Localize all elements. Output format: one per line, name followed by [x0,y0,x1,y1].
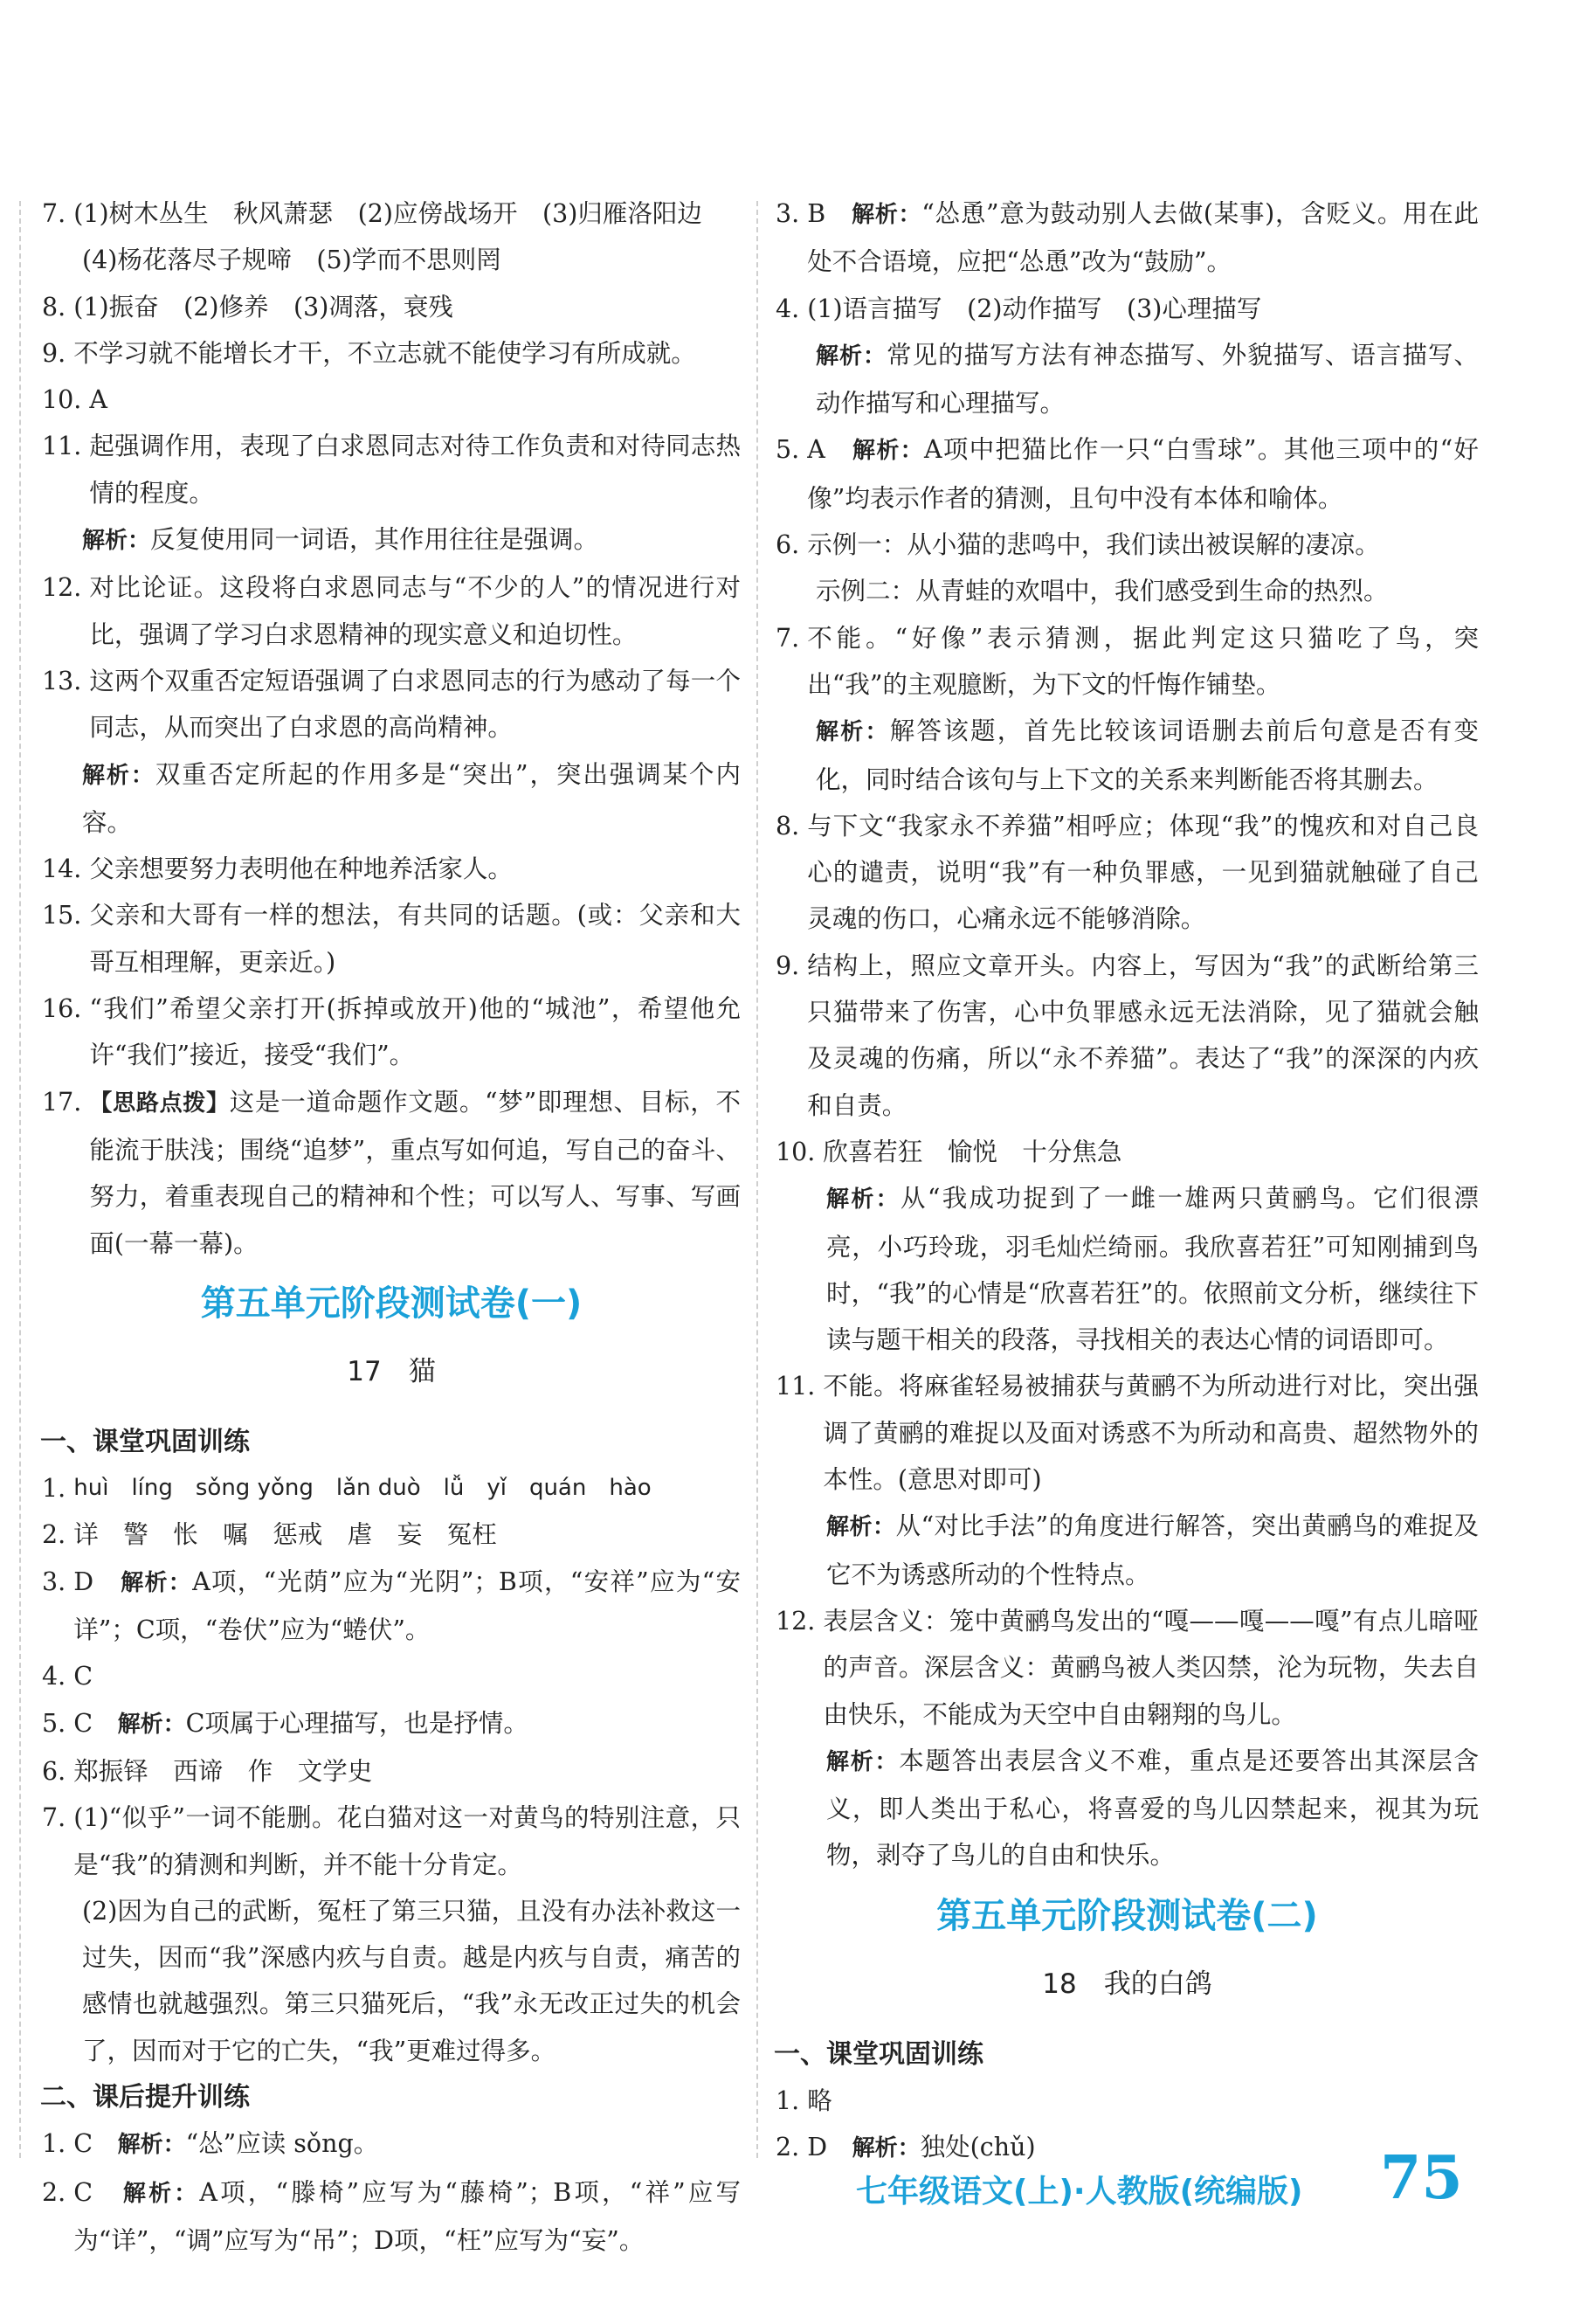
answer-item: 3. D 解析：A项，“光荫”应为“光阴”；B项，“安祥”应为“安详”；C项，“卷伏”应为“蜷伏”。 [42,1567,741,1645]
answer-item: 11. 起强调作用，表现了白求恩同志对待工作负责和对待同志热情的程度。 [42,432,741,508]
answer-item: 7. (1)树木丛生 秋风萧瑟 (2)应傍战场开 (3)归雁洛阳边 [42,199,702,228]
right-column [776,190,1479,2173]
answer-item: 14. 父亲想要努力表明他在种地养活家人。 [42,854,513,884]
answer-item: 9. 结构上，照应文章开头。内容上，写因为“我”的武断给第三只猫带来了伤害，心中负罪感永远无法消除，见了猫就会触及灵魂的伤痛，所以“永不养猫”。表达了“我”的深深的内疚和自责。 [776,951,1479,1120]
answer-item: 13. 这两个双重否定短语强调了白求恩同志的行为感动了每一个同志，从而突出了白求恩的高尚精神。 [42,666,741,743]
analysis-label: 解析： [816,719,890,746]
answer-item: 4. C [42,1662,93,1691]
analysis-label: 解析： [117,1711,186,1738]
section-heading: 一、课堂巩固训练 [774,2038,983,2070]
answer-item: 8. (1)振奋 (2)修养 (3)凋落，衰残 [42,292,453,322]
lesson-title: 17 猫 [347,1355,436,1387]
answer-item: 15. 父亲和大哥有一样的想法，有共同的话题。(或：父亲和大哥互相理解，更亲近。) [42,901,741,977]
analysis-note: 解析：常见的描写方法有神态描写、外貌描写、语言描写、动作描写和心理描写。 [816,340,1479,418]
answer-item: 6. 郑振铎 西谛 作 文学史 [42,1756,373,1786]
answer-item: 10. 欣喜若狂 愉悦 十分焦急 [776,1137,1122,1166]
analysis-label: 解析： [122,2180,200,2207]
analysis-note: 解析：从“对比手法”的角度进行解答，突出黄鹂鸟的难捉及它不为诱惑所动的个性特点。 [826,1511,1479,1589]
answer-item: 9. 不学习就不能增长才干，不立志就不能使学习有所成就。 [42,338,696,368]
answer-item: 1. huì líng sǒng yǒng lǎn duò lǚ yǐ quán hào [42,1474,652,1504]
answer-item: 5. A 解析：A项中把猫比作一只“白雪球”。其他三项中的“好像”均表示作者的猜测，且句中没有本体和喻体。 [776,435,1479,513]
analysis-note: 解析：从“我成功捉到了一雌一雄两只黄鹂鸟。它们很漂亮，小巧玲珑，羽毛灿烂绮丽。我欣喜若狂”可知刚捕到鸟时，“我”的心情是“欣喜若狂”的。依照前文分析，继续往下读与题干相关的段落，寻找相关的表达心情的词语即可。 [826,1184,1479,1355]
left-margin-rule [19,201,21,2158]
answer-continuation: (4)杨花落尽子规啼 (5)学而不思则罔 [82,246,501,275]
lesson-title: 18 我的白鸽 [1042,1968,1212,2000]
answer-item: 11. 不能。将麻雀轻易被捕获与黄鹂不为所动进行对比，突出强调了黄鹂的难捉以及面对诱惑不为所动和高贵、超然物外的本性。(意思对即可) [776,1372,1479,1495]
analysis-note: 解析：反复使用同一词语，其作用往往是强调。 [82,525,599,555]
answer-item: 10. A [42,385,107,415]
answer-continuation: 示例二：从青蛙的欢唱中，我们感受到生命的热烈。 [816,577,1389,606]
analysis-note: 解析：解答该题，首先比较该词语删去前后句意是否有变化，同时结合该句与上下文的关系来判断能否将其删去。 [816,716,1479,794]
column-divider [756,201,758,2158]
analysis-note: 解析：双重否定所起的作用多是“突出”，突出强调某个内容。 [82,759,741,837]
left-column [42,190,741,2264]
analysis-label: 解析： [82,762,155,789]
answer-item: 12. 对比论证。这段将白求恩同志与“不少的人”的情况进行对比，强调了学习白求恩精神的现实意义和迫切性。 [42,573,741,649]
analysis-label: 解析： [82,528,151,555]
answer-item: 1. C 解析：“怂”应读 sǒng。 [42,2129,379,2159]
answer-item: 2. 详 警 怅 嘱 惩戒 虐 妄 冤枉 [42,1520,497,1550]
analysis-label: 解析： [852,2135,921,2162]
answer-item: 1. 略 [776,2085,832,2115]
section-heading: 二、课后提升训练 [40,2081,250,2113]
analysis-label: 解析： [852,202,922,228]
answer-item: 5. C 解析：C项属于心理描写，也是抒情。 [42,1708,528,1738]
answer-item: 8. 与下文“我家永不养猫”相呼应；体现“我”的愧疚和对自己良心的谴责，说明“我”有一种负罪感，一见到猫就触碰了自己灵魂的伤口，心痛永远不能够消除。 [776,811,1479,934]
answer-item: 17. 【思路点拨】这是一道命题作文题。“梦”即理想、目标，不能流于肤浅；围绕“追梦”，重点写如何追，写自己的奋斗、努力，着重表现自己的精神和个性；可以写人、写事、写画面(一幕一幕)。 [42,1087,741,1258]
answer-item: 16. “我们”希望父亲打开(拆掉或放开)他的“城池”，希望他允许“我们”接近，接受“我们”。 [42,994,741,1070]
analysis-label: 解析： [826,1748,900,1775]
unit-test-title: 第五单元阶段测试卷(一) [200,1283,583,1324]
section-heading: 一、课堂巩固训练 [40,1426,250,1457]
answer-item: 2. C 解析：A项，“滕椅”应写为“藤椅”；B项，“祥”应写为“详”，“调”应写为“吊”；D项，“枉”应写为“妄”。 [42,2177,741,2255]
answer-item: 3. B 解析：“怂恿”意为鼓动别人去做(某事)，含贬义。用在此处不合语境，应把“怂恿”改为“鼓励”。 [776,199,1479,277]
page-number: 75 [1380,2143,1463,2213]
book-title: 七年级语文(上)·人教版(统编版) [856,2174,1303,2210]
analysis-label: 解析： [826,1186,901,1214]
analysis-label: 解析： [121,1569,193,1596]
analysis-label: 解析： [852,438,924,465]
page-footer [856,2142,1467,2221]
answer-item: 4. (1)语言描写 (2)动作描写 (3)心理描写 [776,294,1262,323]
answer-item: 7. (1)“似乎”一词不能删。花白猫对这一对黄鸟的特别注意，只是“我”的猜测和判断，并不能十分肯定。 [42,1803,741,1879]
hint-label: 【思路点拨】 [89,1089,230,1117]
analysis-note: 解析：本题答出表层含义不难，重点是还要答出其深层含义，即人类出于私心，将喜爱的鸟儿囚禁起来，视其为玩物，剥夺了鸟儿的自由和快乐。 [826,1746,1479,1871]
answer-item: 12. 表层含义：笼中黄鹂鸟发出的“嘎——嘎——嘎”有点儿暗哑的声音。深层含义：黄鹂鸟被人类囚禁，沦为玩物，失去自由快乐，不能成为天空中自由翱翔的鸟儿。 [776,1606,1479,1729]
analysis-label: 解析： [117,2132,186,2159]
analysis-label: 解析： [826,1514,896,1541]
answer-item: 7. 不能。“好像”表示猜测，据此判定这只猫吃了鸟，突出“我”的主观臆断，为下文的忏悔作铺垫。 [776,623,1479,699]
analysis-label: 解析： [816,342,887,370]
answer-item: 2. D 解析：独处(chǔ) [776,2133,1036,2162]
answer-item: 6. 示例一：从小猫的悲鸣中，我们读出被误解的凄凉。 [776,530,1380,560]
answer-continuation: (2)因为自己的武断，冤枉了第三只猫，且没有办法补救这一过失，因而“我”深感内疚与自责。越是内疚与自责，痛苦的感情也就越强烈。第三只猫死后，“我”永无改正过失的机会了，因而对于它的亡失，“我”更难过得多。 [82,1896,741,2065]
unit-test-title: 第五单元阶段测试卷(二) [936,1895,1318,1936]
